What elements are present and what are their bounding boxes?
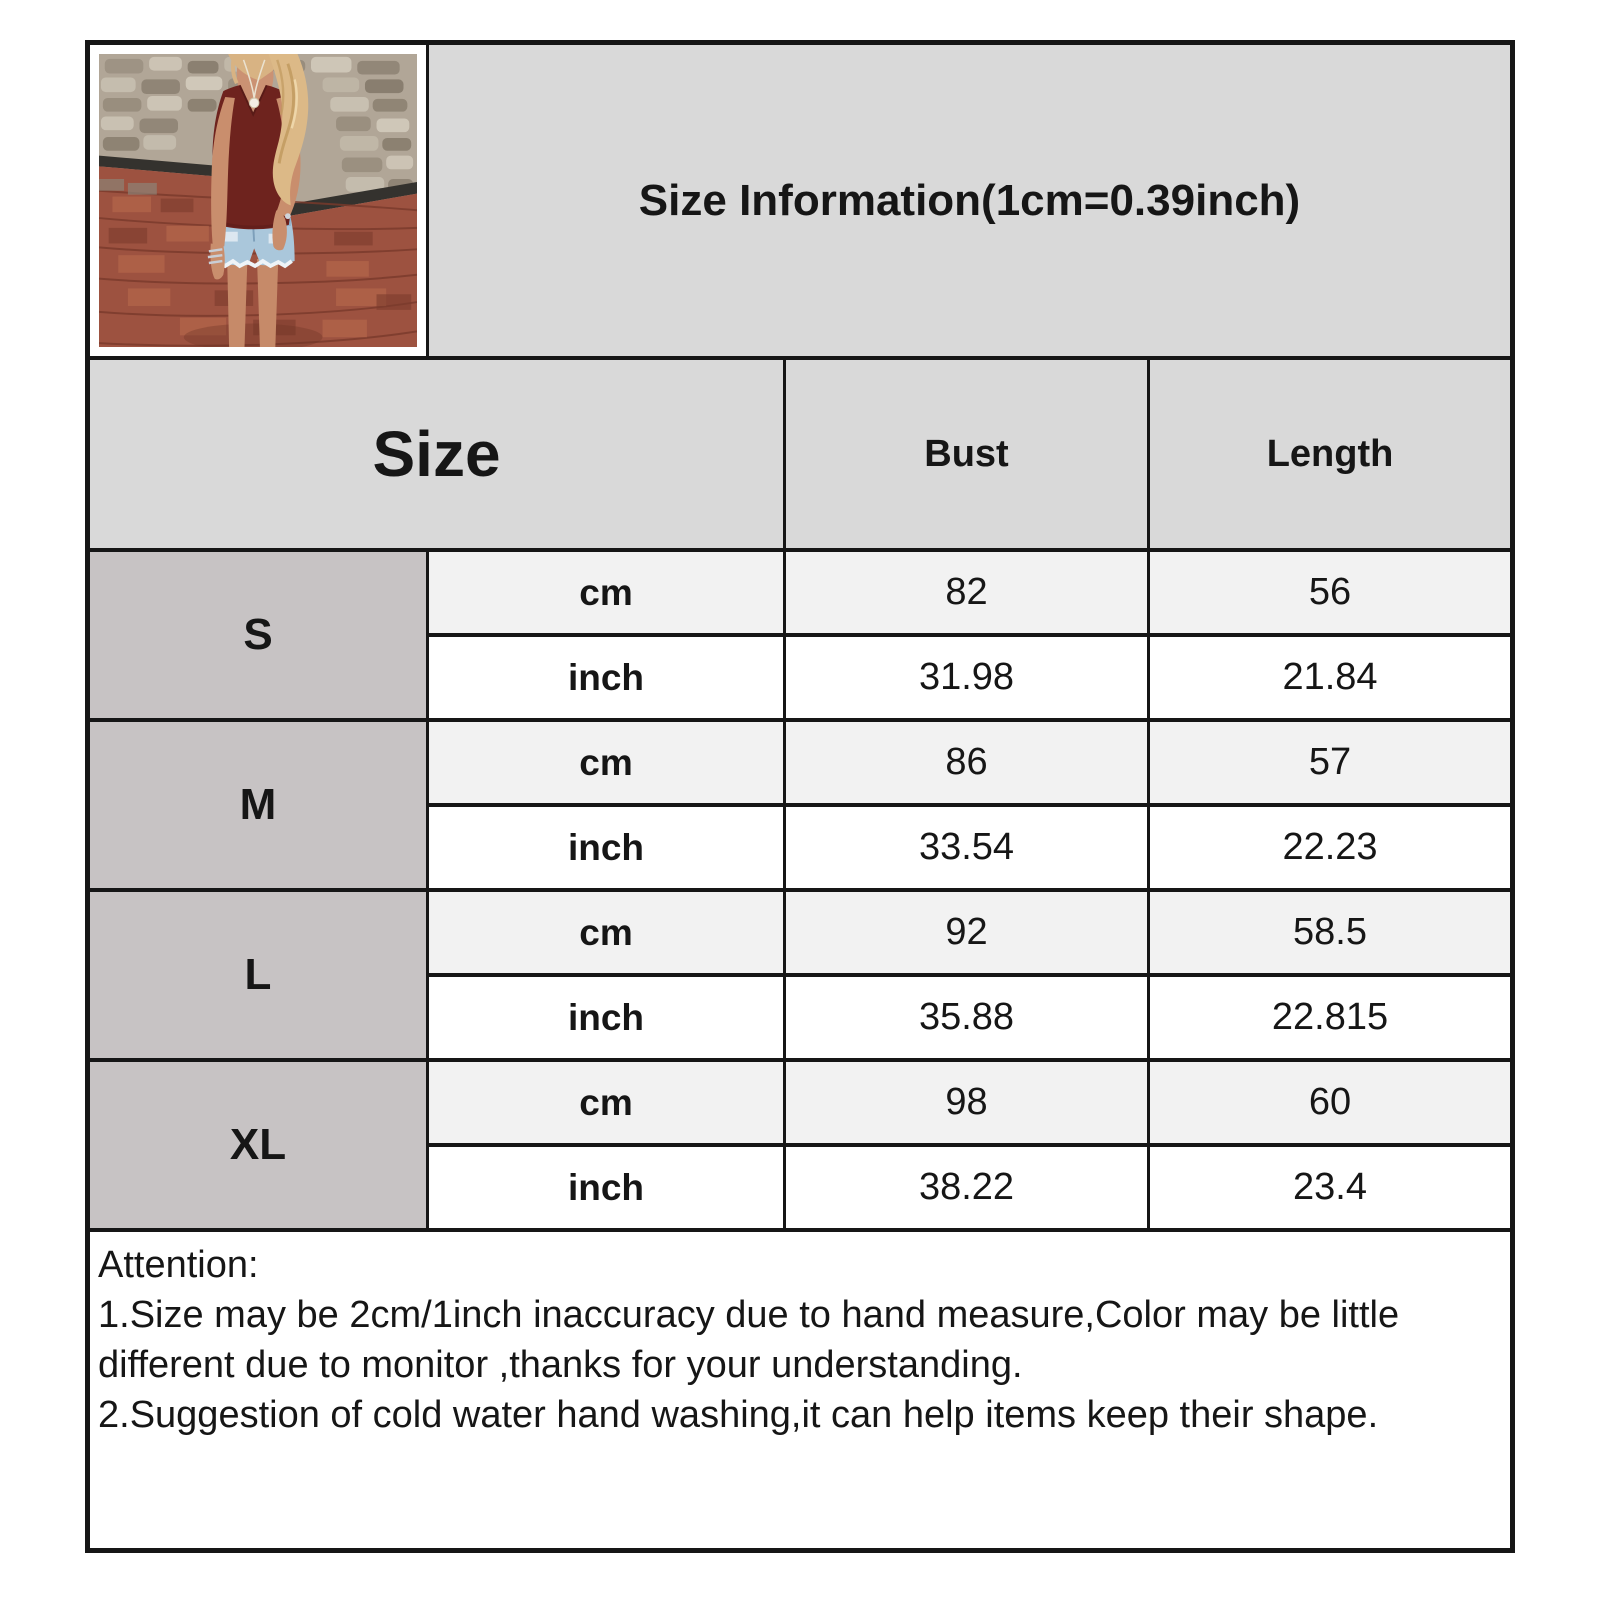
size-label-s: S	[88, 550, 428, 720]
attention-note-2: 2.Suggestion of cold water hand washing,it can help items keep their shape.	[98, 1394, 1379, 1436]
unit-cell: cm	[428, 720, 785, 805]
size-label-l: L	[88, 890, 428, 1060]
unit-cell: cm	[428, 1060, 785, 1145]
bust-value-cell: 35.88	[785, 975, 1149, 1060]
bust-value-cell: 86	[785, 720, 1149, 805]
attention-row	[88, 1230, 1513, 1550]
row-m-cm	[88, 720, 1513, 805]
unit-cell: cm	[428, 890, 785, 975]
size-label-m: M	[88, 720, 428, 890]
title-cell	[428, 43, 1513, 359]
product-photo-cell	[88, 43, 428, 359]
size-table	[85, 40, 1515, 1553]
bust-value-cell: 38.22	[785, 1145, 1149, 1230]
product-photo	[99, 54, 417, 347]
unit-cell: inch	[428, 1145, 785, 1230]
length-value-cell: 60	[1149, 1060, 1513, 1145]
page-title: Size Information(1cm=0.39inch)	[638, 175, 1301, 225]
header-bust: Bust	[785, 358, 1149, 550]
row-l-cm	[88, 890, 1513, 975]
length-value-cell: 57	[1149, 720, 1513, 805]
row-s-cm	[88, 550, 1513, 635]
attention-heading: Attention:	[98, 1244, 259, 1286]
length-value-cell: 21.84	[1149, 635, 1513, 720]
bust-value-cell: 31.98	[785, 635, 1149, 720]
bust-value-cell: 92	[785, 890, 1149, 975]
bust-value-cell: 98	[785, 1060, 1149, 1145]
row-xl-cm	[88, 1060, 1513, 1145]
length-value-cell: 23.4	[1149, 1145, 1513, 1230]
unit-cell: inch	[428, 805, 785, 890]
header-row	[88, 358, 1513, 550]
size-label-xl: XL	[88, 1060, 428, 1230]
attention-note-1: 1.Size may be 2cm/1inch inaccuracy due to hand measure,Color may be little different due to monitor ,thanks for your understanding.	[98, 1294, 1400, 1386]
top-row	[88, 43, 1513, 359]
header-length: Length	[1149, 358, 1513, 550]
unit-cell: inch	[428, 975, 785, 1060]
bust-value-cell: 33.54	[785, 805, 1149, 890]
product-photo-illustration	[99, 54, 417, 347]
length-value-cell: 56	[1149, 550, 1513, 635]
length-value-cell: 22.23	[1149, 805, 1513, 890]
attention-cell	[88, 1230, 1513, 1550]
unit-cell: inch	[428, 635, 785, 720]
length-value-cell: 58.5	[1149, 890, 1513, 975]
bust-value-cell: 82	[785, 550, 1149, 635]
unit-cell: cm	[428, 550, 785, 635]
header-size: Size	[88, 358, 785, 550]
length-value-cell: 22.815	[1149, 975, 1513, 1060]
